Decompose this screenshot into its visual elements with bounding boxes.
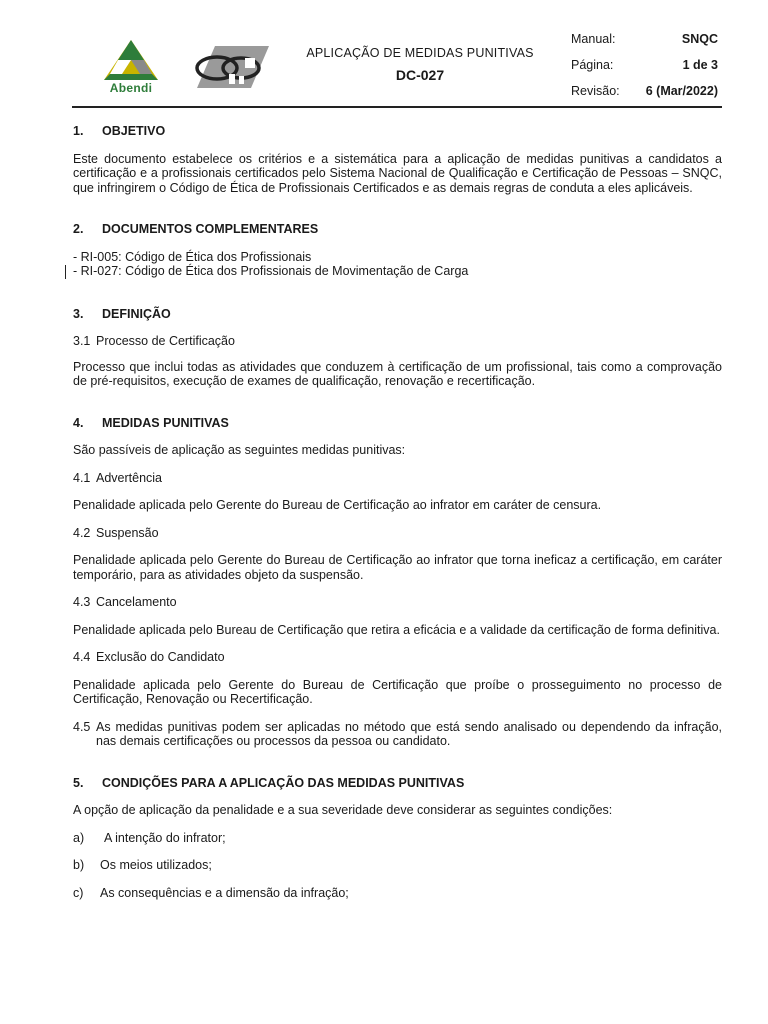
- reference-item: [73, 264, 722, 279]
- list-item: [73, 858, 722, 873]
- section-heading-documentos: [73, 222, 722, 237]
- paragraph-medidas-intro: São passíveis de aplicação as seguintes medidas punitivas:: [73, 443, 406, 457]
- section-heading-medidas: [73, 416, 722, 431]
- section-number: 3.: [73, 306, 84, 321]
- meta-value: SNQC: [681, 32, 718, 46]
- section-heading-objetivo: [73, 124, 722, 139]
- list-letter: b): [73, 858, 85, 872]
- section-number: 2.: [73, 222, 84, 236]
- section-number: 4.: [73, 415, 84, 430]
- document-body: [73, 120, 722, 900]
- subsection-title: Processo de Certificação: [96, 334, 235, 348]
- list-letter: c): [73, 885, 84, 900]
- meta-value: 1 de 3: [682, 58, 718, 72]
- subsection-title: Advertência: [96, 470, 163, 485]
- subsection-heading: [73, 334, 722, 349]
- subsection-number: 3.1: [73, 334, 91, 348]
- list-item-text: A intenção do infrator;: [104, 830, 226, 845]
- header-divider: [72, 106, 722, 108]
- meta-row-manual: [571, 32, 721, 58]
- subsection-number: 4.1: [73, 470, 91, 485]
- subsection-heading: [73, 595, 722, 610]
- reference-item-text: - RI-027: Código de Ética dos Profissionais de Movimentação de Carga: [73, 264, 469, 278]
- section-heading-condicoes: [73, 776, 722, 791]
- meta-value: 6 (Mar/2022): [645, 84, 718, 98]
- subsection-note: [73, 720, 722, 749]
- revision-change-bar: [65, 265, 66, 279]
- subsection-number: 4.3: [73, 595, 91, 609]
- list-letter: a): [73, 830, 85, 845]
- section-title: DOCUMENTOS COMPLEMENTARES: [102, 222, 319, 236]
- paragraph-condicoes-intro: A opção de aplicação da penalidade e a sua severidade deve considerar as seguintes condições:: [73, 803, 613, 817]
- section-title: OBJETIVO: [102, 124, 166, 138]
- abendi-logo: [100, 38, 162, 98]
- document-title: APLICAÇÃO DE MEDIDAS PUNITIVAS: [306, 46, 534, 60]
- paragraph-objetivo: Este documento estabelece os critérios e a sistemática para a aplicação de medidas punitivas a candidatos a certificação e a profissionais certificados pelo Sistema Nacional de Qualificação e Certificação de Pessoas – SNQC, que infringirem o Código de Ética de Profissionais Certificados e as demais regras de conduta a eles aplicáveis.: [73, 151, 722, 195]
- abendi-logo-text: Abendi: [109, 81, 153, 95]
- list-item-text: Os meios utilizados;: [100, 858, 212, 872]
- document-meta: [571, 32, 721, 110]
- document-header: [0, 0, 768, 110]
- section-title: CONDIÇÕES PARA A APLICAÇÃO DAS MEDIDAS PUNITIVAS: [102, 775, 465, 790]
- section-number: 5.: [73, 775, 84, 790]
- paragraph-definicao: Processo que inclui todas as atividades que conduzem à certificação de um profissional, tais como a comprovação de pré-requisitos, execução de exames de qualificação, renovação e recertificação.: [73, 359, 722, 388]
- subsection-heading: [73, 650, 722, 665]
- abendi-triangle-icon: [100, 38, 162, 82]
- list-item: [73, 831, 722, 846]
- subsection-note-text: As medidas punitivas podem ser aplicadas no método que está sendo analisado ou dependendo da infração, nas demais certificações ou processos da pessoa ou candidato.: [96, 719, 722, 748]
- snqc-emblem-icon: [193, 44, 273, 90]
- subsection-paragraph: Penalidade aplicada pelo Gerente do Bureau de Certificação ao infrator que torna ineficaz a certificação, em caráter temporário, para as atividades objeto da suspensão.: [73, 553, 722, 582]
- subsection-title: Suspensão: [96, 525, 159, 540]
- meta-label: Revisão:: [571, 84, 620, 98]
- reference-item: - RI-005: Código de Ética dos Profissionais: [73, 249, 312, 264]
- section-number: 1.: [73, 124, 84, 138]
- subsection-paragraph: Penalidade aplicada pelo Bureau de Certificação que retira a eficácia e a validade da certificação de forma definitiva.: [73, 622, 720, 637]
- subsection-title: Cancelamento: [96, 595, 177, 609]
- list-item: [73, 886, 722, 901]
- meta-label: Página:: [571, 58, 614, 72]
- meta-label: Manual:: [571, 32, 616, 46]
- section-title: MEDIDAS PUNITIVAS: [102, 415, 229, 430]
- section-heading-definicao: [73, 307, 722, 322]
- subsection-number: 4.2: [73, 525, 91, 540]
- section-title: DEFINIÇÃO: [102, 306, 171, 321]
- subsection-number: 4.4: [73, 650, 91, 664]
- subsection-paragraph: Penalidade aplicada pelo Gerente do Bureau de Certificação que proíbe o prosseguimento no processo de Certificação, Renovação ou Recertificação.: [73, 677, 722, 706]
- subsection-heading: [73, 526, 722, 541]
- subsection-heading: [73, 471, 722, 486]
- subsection-title: Exclusão do Candidato: [96, 650, 225, 664]
- meta-row-page: [571, 58, 721, 84]
- subsection-number: 4.5: [73, 719, 91, 734]
- list-item-text: As consequências e a dimensão da infração;: [100, 885, 349, 900]
- document-code: DC-027: [395, 67, 445, 83]
- snqc-logo: [193, 44, 273, 90]
- subsection-paragraph: Penalidade aplicada pelo Gerente do Bureau de Certificação ao infrator em caráter de censura.: [73, 498, 602, 512]
